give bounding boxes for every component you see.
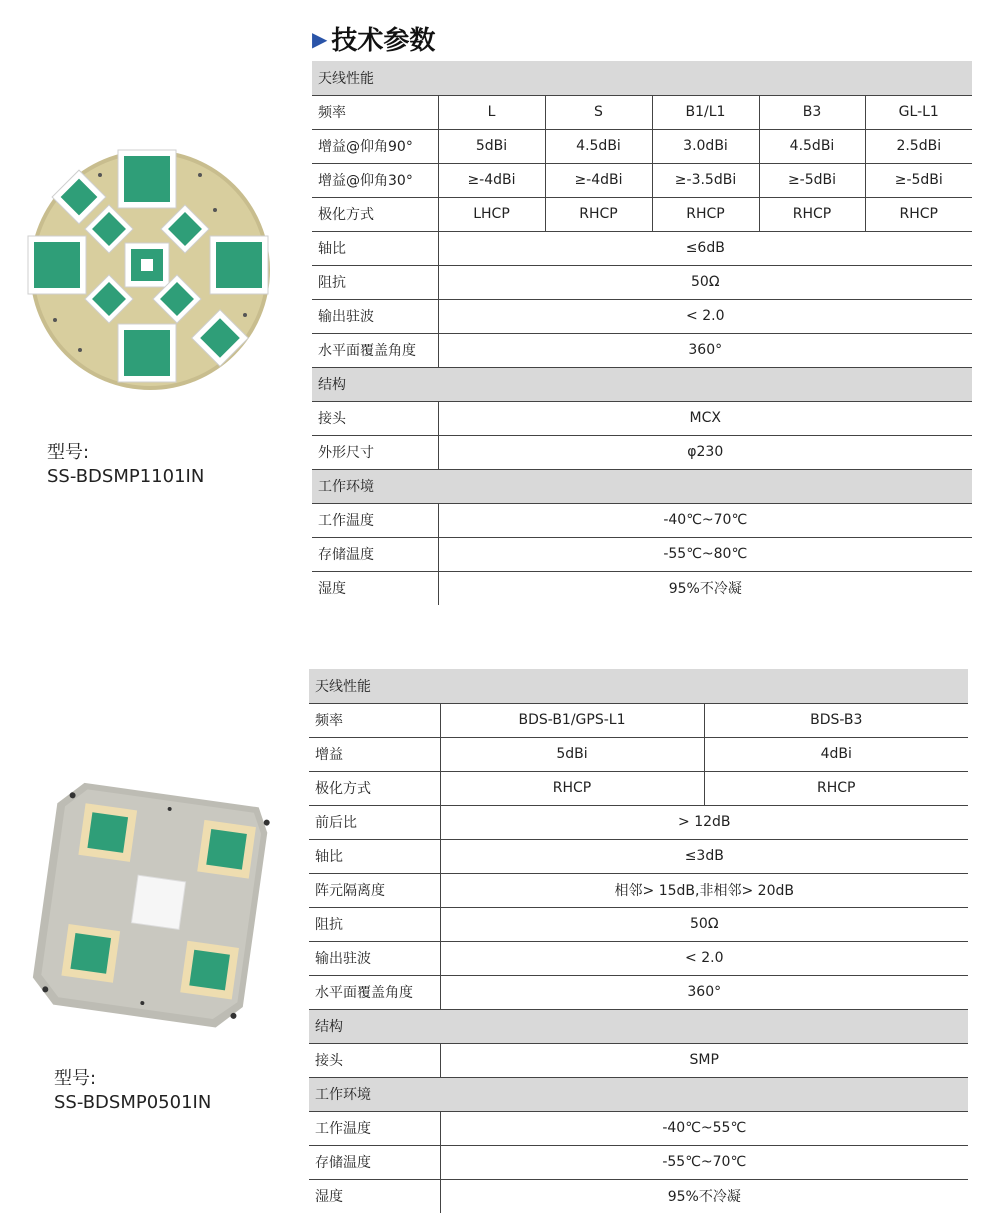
model-label: 型号: — [54, 1068, 97, 1089]
cell: 5dBi — [440, 737, 704, 771]
row-label-connector: 接头 — [309, 1043, 440, 1077]
cell: < 2.0 — [440, 941, 968, 975]
section-structure: 结构 — [309, 1009, 968, 1043]
cell: B1/L1 — [652, 95, 759, 129]
row-label-axial-ratio: 轴比 — [312, 231, 438, 265]
cell: ≤6dB — [438, 231, 972, 265]
cell: 5dBi — [438, 129, 545, 163]
cell: GL-L1 — [865, 95, 972, 129]
cell: ≤3dB — [440, 839, 968, 873]
cell: 2.5dBi — [865, 129, 972, 163]
cell: LHCP — [438, 197, 545, 231]
cell: BDS-B1/GPS-L1 — [440, 703, 704, 737]
cell: -40℃~55℃ — [440, 1111, 968, 1145]
row-label-frequency: 频率 — [312, 95, 438, 129]
product2-model — [54, 1067, 211, 1115]
cell: RHCP — [545, 197, 652, 231]
cell: ≥-4dBi — [545, 163, 652, 197]
cell: BDS-B3 — [704, 703, 968, 737]
cell: 95%不冷凝 — [667, 1189, 741, 1206]
section-antenna-performance: 天线性能 — [309, 669, 968, 703]
row-label-humidity: 湿度 — [312, 571, 438, 605]
cell: B3 — [759, 95, 865, 129]
cell: ≥-3.5dBi — [652, 163, 759, 197]
cell: MCX — [438, 401, 972, 435]
cell: 4.5dBi — [759, 129, 865, 163]
row-label-gain: 增益 — [309, 737, 440, 771]
cell: ≥-5dBi — [865, 163, 972, 197]
cell: 4.5dBi — [545, 129, 652, 163]
cell: SMP — [440, 1043, 968, 1077]
row-label-gain-90: 增益@仰角90° — [312, 129, 438, 163]
cell: RHCP — [652, 197, 759, 231]
cell: 95%不冷凝 — [668, 581, 742, 598]
section-environment: 工作环境 — [309, 1077, 968, 1111]
product1-model — [47, 441, 204, 489]
cell: 360° — [440, 975, 968, 1009]
row-label-vswr: 输出驻波 — [312, 299, 438, 333]
row-label-storage-temp: 存储温度 — [309, 1145, 440, 1179]
row-label-front-back-ratio: 前后比 — [309, 805, 440, 839]
page-title-text: 技术参数 — [331, 26, 436, 56]
cell: RHCP — [865, 197, 972, 231]
row-label-storage-temp: 存储温度 — [312, 537, 438, 571]
product2-spec-table — [309, 669, 968, 1213]
cell: -40℃~70℃ — [438, 503, 972, 537]
section-antenna-performance: 天线性能 — [312, 61, 972, 95]
row-label-humidity: 湿度 — [309, 1179, 440, 1213]
cell: > 12dB — [440, 805, 968, 839]
section-structure: 结构 — [312, 367, 972, 401]
model-number: SS-BDSMP1101IN — [47, 466, 205, 487]
row-label-element-isolation: 阵元隔离度 — [309, 873, 440, 907]
row-label-operating-temp: 工作温度 — [309, 1111, 440, 1145]
row-label-polarization: 极化方式 — [312, 197, 438, 231]
model-label: 型号: — [47, 442, 90, 463]
cell: 4dBi — [704, 737, 968, 771]
product2-image — [28, 778, 284, 1034]
product1-image — [20, 140, 285, 405]
row-label-impedance: 阻抗 — [312, 265, 438, 299]
cell: 相邻> 15dB,非相邻> 20dB — [440, 873, 968, 907]
cell: 360° — [438, 333, 972, 367]
row-label-connector: 接头 — [312, 401, 438, 435]
cell: ≥-4dBi — [438, 163, 545, 197]
model-number: SS-BDSMP0501IN — [54, 1092, 212, 1113]
row-label-dimensions: 外形尺寸 — [312, 435, 438, 469]
cell: -55℃~80℃ — [438, 537, 972, 571]
row-label-operating-temp: 工作温度 — [312, 503, 438, 537]
row-label-axial-ratio: 轴比 — [309, 839, 440, 873]
cell: 50Ω — [438, 265, 972, 299]
product1-spec-table — [312, 61, 972, 605]
cell: S — [545, 95, 652, 129]
cell: φ230 — [438, 435, 972, 469]
cell: -55℃~70℃ — [440, 1145, 968, 1179]
row-label-gain-30: 增益@仰角30° — [312, 163, 438, 197]
row-label-vswr: 输出驻波 — [309, 941, 440, 975]
cell: 3.0dBi — [652, 129, 759, 163]
cell: < 2.0 — [438, 299, 972, 333]
page-title — [312, 20, 435, 57]
cell: RHCP — [704, 771, 968, 805]
row-label-impedance: 阻抗 — [309, 907, 440, 941]
section-environment: 工作环境 — [312, 469, 972, 503]
row-label-coverage: 水平面覆盖角度 — [312, 333, 438, 367]
row-label-coverage: 水平面覆盖角度 — [309, 975, 440, 1009]
triangle-bullet-icon: ▶ — [312, 26, 328, 51]
cell: ≥-5dBi — [759, 163, 865, 197]
cell: RHCP — [759, 197, 865, 231]
cell: L — [438, 95, 545, 129]
row-label-frequency: 频率 — [309, 703, 440, 737]
cell: RHCP — [440, 771, 704, 805]
row-label-polarization: 极化方式 — [309, 771, 440, 805]
cell: 50Ω — [440, 907, 968, 941]
